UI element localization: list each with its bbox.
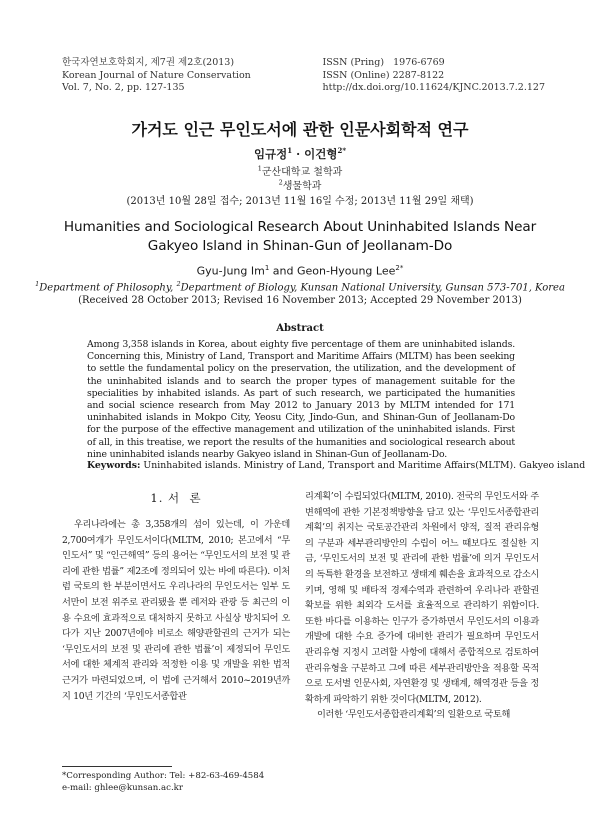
right-paragraph-1: 리계획’이 수립되었다(MLTM, 2010). 전국의 무인도서와 주변해역에 관한 기본정책방향을 담고 있는 ‘무인도서종합관리계획’의 취지는 국토공간관리 차원에서 양적, 질적 관리유형의 구분과 세부관리방안의 수립이 어느 때보다도 절실한 지금, ‘무인도서의 보전 및 관리에 관한 법률’에 의거 무인도서의 독특한 환경을 보전하고 생태계 훼손을 효과적으로 감소시키며, 영해 및 배타적 경제수역과 관련하여 우리나라 관할권 확보를 위한 최외각 도서를 효율적으로 관리하기 위함이다. 또한 바다를 이용하는 인구가 증가하면서 무인도서의 이용과 개발에 대한 수요 증가에 대비한 관리가 필요하며 무인도서 관리유형 지정시 고려할 사항에 대해서 종합적으로 검토하여 관리유형을 구분하고 그에 따른 세부관리방안을 적용할 목적으로 도서별 인문사회, 자연환경 및 생태계, 해역경관 등을 정확하게 파악하기 위한 것이다(MLTM, 2012). <box>305 491 539 705</box>
keywords <box>87 460 586 471</box>
en-author-1: Gyu-Jung Im <box>196 264 265 278</box>
journal-name-korean: 한국자연보호학회지, 제7권 제2호(2013) <box>62 57 235 68</box>
author-separator: · <box>292 147 305 161</box>
author-1: 임규정 <box>253 147 288 161</box>
en-and: and <box>269 264 298 278</box>
english-title <box>0 218 600 256</box>
korean-authors <box>0 146 600 162</box>
aff-1-sup: 1 <box>257 164 262 173</box>
english-affiliation <box>0 280 600 293</box>
journal-header-right <box>323 57 545 95</box>
journal-name-english: Korean Journal of Nature Conservation <box>62 69 251 81</box>
right-paragraph-2: 이러한 ‘무인도서종합관리계획’의 일환으로 국토해 <box>316 709 511 721</box>
issn-online: ISSN (Online) 2287-8122 <box>322 69 445 81</box>
keywords-text: Uninhabited islands. Ministry of Land, Transport and Maritime Affairs(MLTM). Gakyeo island <box>140 460 586 471</box>
aff-2-sup: 2 <box>278 178 283 187</box>
journal-volume: Vol. 7, No. 2, pp. 127-135 <box>62 82 185 93</box>
issn-print: ISSN (Pring) 1976-6769 <box>322 57 445 68</box>
english-title-line-2: Gakyeo Island in Shinan-Gun of Jeollanam-Do <box>147 238 453 254</box>
body-column-right <box>305 489 539 723</box>
korean-affiliation-1 <box>0 163 600 178</box>
author-2-sup: 2* <box>337 146 347 156</box>
section-title: 1. 서 론 <box>150 491 202 505</box>
author-2: 이건형 <box>304 147 338 161</box>
aff-1-text: 군산대학교 철학과 <box>261 167 343 178</box>
footnote-divider <box>62 766 172 767</box>
footnote-email[interactable]: e-mail: ghlee@kunsan.ac.kr <box>62 783 183 793</box>
en-author-2: Geon-Hyoung Lee <box>297 264 396 278</box>
keywords-label: Keywords: <box>87 460 141 471</box>
english-title-line-1: Humanities and Sociological Research About Uninhabited Islands Near <box>63 219 537 235</box>
korean-title: 가거도 인근 무인도서에 관한 인문사회학적 연구 <box>131 120 469 139</box>
en-aff-1-sup: 1 <box>35 280 40 288</box>
left-paragraph-1: 우리나라에는 총 3,358개의 섬이 있는데, 이 가운데 2,700여개가 무인도서이다(MLTM, 2010; 본고에서 “무인도서” 및 “인근해역” 등의 용어는 “무인도서의 보전 및 관리에 관한 법률” 제2조에 정의되어 있는 바에 따른다). 이처럼 국토의 한 부분이면서도 우리나라의 무인도서는 일부 도서만이 보전 위주로 관리됐을 뿐 레저와 관광 등 최근의 이용 수요에 효과적으로 대처하지 못하고 사실상 방치되어 오다가 지난 2007년에야 비로소 해양관할권의 근거가 되는 ‘무인도서의 보전 및 관리에 관한 법률’이 제정되어 무인도서에 대한 체계적 관리와 적정한 이용 및 개발을 위한 법적 근거가 마련되었으며, 이 법에 근거해서 2010~2019년까지 10년 기간의 ‘무인도서종합관 <box>62 519 290 702</box>
korean-affiliation-2 <box>0 177 600 192</box>
footnote-corresponding-author: *Corresponding Author: Tel: +82-63-469-4584 <box>62 771 265 781</box>
en-aff-1: Department of Philosophy, <box>39 282 177 294</box>
korean-dates: (2013년 10월 28일 접수; 2013년 11월 16일 수정; 2013년 11월 29일 채택) <box>126 196 474 207</box>
author-1-sup: 1 <box>287 146 293 156</box>
aff-2-text: 생물학과 <box>282 181 322 192</box>
english-dates: (Received 28 October 2013; Revised 16 November 2013; Accepted 29 November 2013) <box>78 295 522 306</box>
body-column-left <box>62 517 290 704</box>
doi-link[interactable]: http://dx.doi.org/10.11624/KJNC.2013.7.2.127 <box>322 82 545 93</box>
abstract-title: Abstract <box>276 323 324 334</box>
en-aff-2-sup: 2 <box>176 280 181 288</box>
en-aff-2: Department of Biology, Kunsan National University, Gunsan 573-701, Korea <box>180 282 565 294</box>
english-authors <box>0 264 600 278</box>
en-author-2-sup: 2* <box>395 264 404 272</box>
journal-header-left <box>62 57 251 95</box>
abstract-text: Among 3,358 islands in Korea, about eighty five percentage of them are uninhabited islands. Concerning this, Ministry of Land, Transport and Maritime Affairs (MLTM) has been seeking to settle the fundamental policy on the preservation, the utilization, and the development of the uninhabited islands and to search the proper types of management suitable for the specialities by inhabited islands. As part of such research, we participated the humanities and social science research from May 2012 to January 2013 by MLTM intended for 171 uninhabited islands in Mokpo City, Yeosu City, Jindo-Gun, and Shinan-Gun of Jeollanam-Do for the purpose of the effective management and utilization of the uninhabited islands. First of all, in this treatise, we report the results of the humanities and sociological research about nine uninhabited islands nearby Gakyeo island in Shinan-Gun of Jeollanam-Do. <box>87 339 515 460</box>
en-author-1-sup: 1 <box>264 264 270 272</box>
